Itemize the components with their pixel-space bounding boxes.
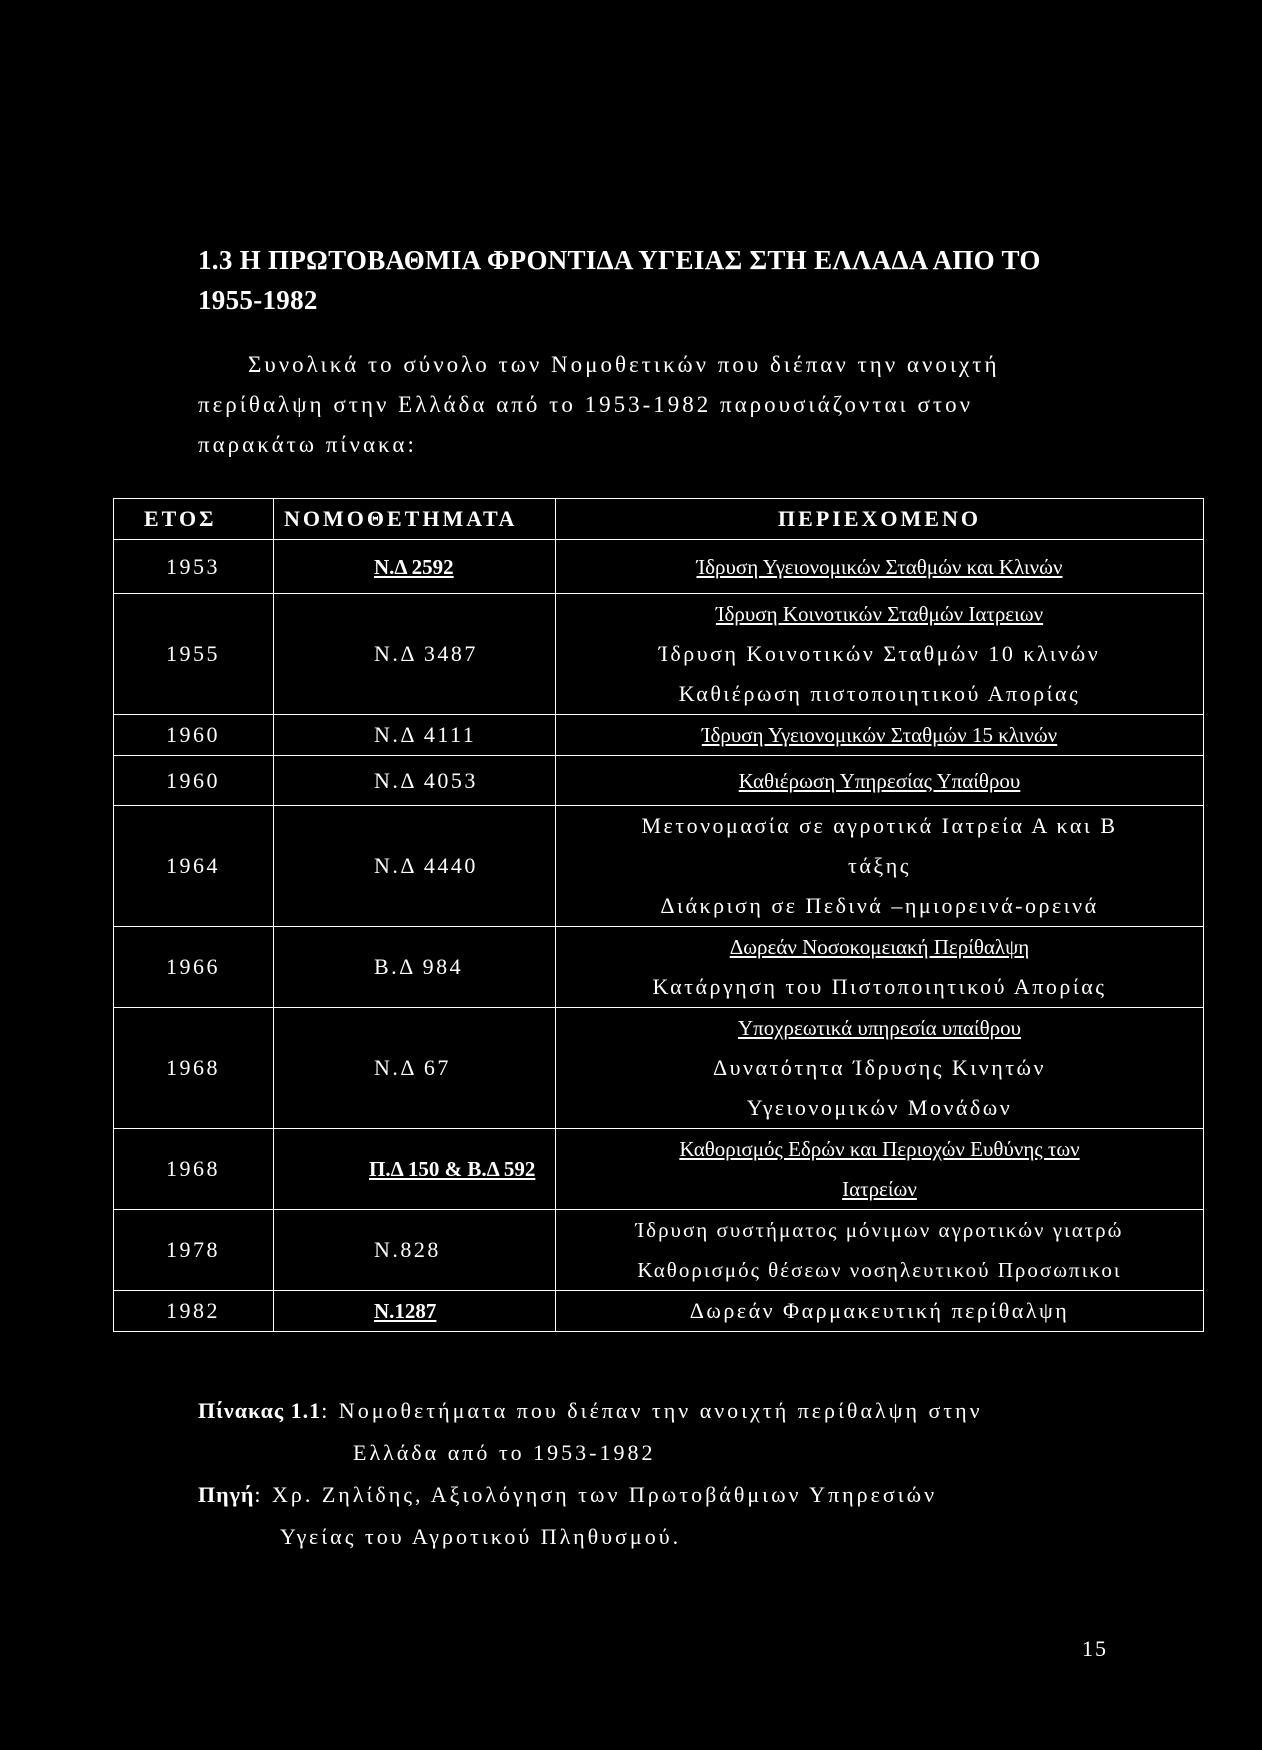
caption-source-label: Πηγή	[198, 1482, 255, 1507]
row-content: Υποχρεωτικά υπηρεσία υπαίθρου Δυνατότητα Ίδρυσης Κινητών Υγειονομικών Μονάδων	[556, 1008, 1204, 1129]
row-law: Ν.828	[274, 1210, 556, 1291]
row-year: 1955	[114, 594, 274, 715]
row-law: Ν.1287	[274, 1291, 556, 1332]
caption-source-text: : Χρ. Ζηλίδης, Αξιολόγηση των Πρωτοβάθμιων Υπηρεσιών	[254, 1482, 938, 1507]
row-year: 1982	[114, 1291, 274, 1332]
table-row	[114, 927, 1204, 1008]
row-content: Ίδρυση συστήματος μόνιμων αγροτικών γιατρώ Καθορισμός θέσεων νοσηλευτικού Προσωπικοι	[556, 1210, 1204, 1291]
row-law: Π.Δ 150 & Β.Δ 592	[274, 1129, 556, 1210]
caption-source-line	[198, 1474, 1158, 1516]
row-law: Ν.Δ 3487	[274, 594, 556, 715]
header-law: ΝΟΜΟΘΕΤΗΜΑΤΑ	[274, 499, 556, 540]
row-content: Καθιέρωση Υπηρεσίας Υπαίθρου	[556, 756, 1204, 806]
table-row	[114, 1008, 1204, 1129]
row-year: 1953	[114, 540, 274, 594]
row-year: 1978	[114, 1210, 274, 1291]
intro-line-3: παρακάτω πίνακα:	[198, 432, 417, 457]
header-year: ΕΤΟΣ	[114, 499, 274, 540]
caption-table-text-2: Ελλάδα από το 1953-1982	[353, 1440, 656, 1465]
caption-table-line	[198, 1390, 1158, 1432]
header-content: ΠΕΡΙΕΧΟΜΕΝΟ	[556, 499, 1204, 540]
row-law: Ν.Δ 4440	[274, 806, 556, 927]
table-caption	[198, 1390, 1158, 1558]
row-content: Καθορισμός Εδρών και Περιοχών Ευθύνης των Ιατρείων	[556, 1129, 1204, 1210]
row-content: Ίδρυση Υγειονομικών Σταθμών και Κλινών	[556, 540, 1204, 594]
table-row	[114, 715, 1204, 756]
table-row	[114, 756, 1204, 806]
table-header-row	[114, 499, 1204, 540]
table-row	[114, 1210, 1204, 1291]
table-row	[114, 1129, 1204, 1210]
table-row	[114, 540, 1204, 594]
row-content: Δωρεάν Νοσοκομειακή Περίθαλψη Κατάργηση του Πιστοποιητικού Απορίας	[556, 927, 1204, 1008]
row-content: Μετονομασία σε αγροτικά Ιατρεία Α και Β τάξης Διάκριση σε Πεδινά –ημιορεινά-ορεινά	[556, 806, 1204, 927]
caption-table-label: Πίνακας 1.1	[198, 1398, 322, 1423]
row-content: Ίδρυση Κοινοτικών Σταθμών Ιατρειων Ίδρυση Κοινοτικών Σταθμών 10 κλινών Καθιέρωση πιστοποιητικού Απορίας	[556, 594, 1204, 715]
caption-table-text: : Νομοθετήματα που διέπαν την ανοιχτή περίθαλψη στην	[321, 1398, 983, 1423]
page-number: 15	[1082, 1636, 1108, 1661]
row-law: Ν.Δ 4111	[274, 715, 556, 756]
row-year: 1966	[114, 927, 274, 1008]
intro-line-2: περίθαλψη στην Ελλάδα από το 1953-1982 παρουσιάζονται στον	[198, 392, 974, 417]
table-row	[114, 1291, 1204, 1332]
row-year: 1960	[114, 756, 274, 806]
row-year: 1968	[114, 1129, 274, 1210]
table-row	[114, 806, 1204, 927]
row-law: Ν.Δ 4053	[274, 756, 556, 806]
row-law: Ν.Δ 2592	[274, 540, 556, 594]
caption-source-text-2: Υγείας του Αγροτικού Πληθυσμού.	[280, 1524, 682, 1549]
row-content: Ίδρυση Υγειονομικών Σταθμών 15 κλινών	[556, 715, 1204, 756]
row-law: Β.Δ 984	[274, 927, 556, 1008]
legislation-table	[113, 498, 1204, 1332]
section-heading-line-1: 1.3 Η ΠΡΩΤΟΒΑΘΜΙΑ ΦΡΟΝΤΙΔΑ ΥΓΕΙΑΣ ΣΤΗ ΕΛΛΑΔΑ ΑΠΟ ΤΟ	[198, 245, 1041, 275]
row-year: 1960	[114, 715, 274, 756]
row-year: 1968	[114, 1008, 274, 1129]
intro-paragraph	[198, 345, 1103, 465]
row-year: 1964	[114, 806, 274, 927]
section-heading	[198, 240, 1198, 320]
section-heading-line-2: 1955-1982	[198, 285, 318, 315]
intro-line-1: Συνολικά το σύνολο των Νομοθετικών που διέπαν την ανοιχτή	[248, 352, 1000, 377]
row-content: Δωρεάν Φαρμακευτική περίθαλψη	[556, 1291, 1204, 1332]
row-law: Ν.Δ 67	[274, 1008, 556, 1129]
table-row	[114, 594, 1204, 715]
